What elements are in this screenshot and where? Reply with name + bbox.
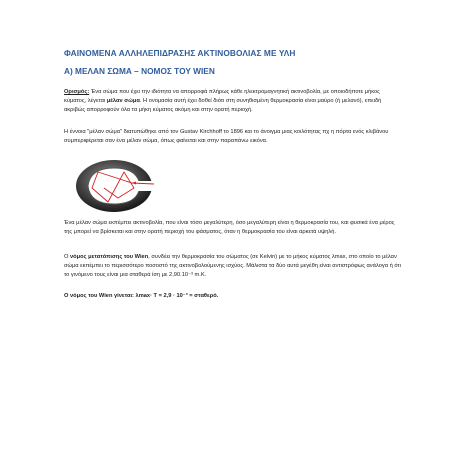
definition-text-2: . Η ονομασία αυτή έχει δοθεί διότι στη συνηθισμένη θερμοκρασία είναι μαύρο (ή μελανό), επειδή ακριβώς απορροφούν όλα τα μήκη κύματος ακόμη και στην ορατή περιοχή. <box>64 98 382 114</box>
wien-law-paragraph <box>64 253 402 281</box>
definition-term: Ορισμός: <box>64 89 90 95</box>
wien-law-name: νόμος μετατόπισης του Wien <box>70 254 149 260</box>
section-heading: Α) ΜΕΛΑΝ ΣΩΜΑ – ΝΟΜΟΣ ΤΟΥ WIEN <box>64 66 215 76</box>
wien-formula: Ο νόμος του Wien γίνεται: λmax· T = 2,9 · 10⁻³ = σταθερό. <box>64 293 219 299</box>
definition-text-1: Ένα σώμα που έχει την ιδιότητα να απορροφά πλήρως κάθε ηλεκτρομαγνητική ακτινοβολία, με οποιοδήποτε μήκος κύματος, λέγεται <box>64 89 380 105</box>
wien-text-2: , συνδέει την θερμοκρασία του σώματος (σε Kelvin) με το μήκος κύματος λmax, στο οποίο το μέλαν σώμα εκπέμπει το περισσότερο ποσοστό της ακτινοβολούμενης ισχύος. Μάλιστα τα δύο αυτά μεγέθη είναι αντιστρόφως ανάλογα ή ότι το γινόμενο τους είναι μια σταθερά ίση με 2,90.10⁻³ m.K. <box>64 254 401 279</box>
emission-paragraph: Ένα μέλαν σώμα εκπέμπει ακτινοβολία, που είναι τόσο μεγαλύτερη, όσο μεγαλύτερη είναι η θερμοκρασία του, και φυσικά ένα μέρος της μπορεί να βρίσκεται και στην ορατή περιοχή του φάσματος, όταν η θερμοκρασία του είναι αρκετά υψηλή. <box>64 220 395 236</box>
kirchhoff-paragraph: Η έννοια "μέλαν σώμα" διατυπώθηκε από τον Gustav Kirchhoff το 1896 και το άνοιγμα μιας κοιλότητας πχ η πόρτα ενός κλιβάνου συμπεριφέρεται σαν ένα μέλαν σώμα, όπως φαίνεται και στην παραπάνω εικόνα. <box>64 129 389 145</box>
definition-paragraph <box>64 88 402 116</box>
wien-text-1: Ο <box>64 254 71 260</box>
black-body-cavity-figure <box>74 158 154 214</box>
document-title: ΦΑΙΝΟΜΕΝΑ ΑΛΛΗΛΕΠΙΔΡΑΣΗΣ ΑΚΤΙΝΟΒΟΛΙΑΣ ΜΕ ΥΛΗ <box>64 48 296 58</box>
definition-bold-term: μέλαν σώμα <box>106 98 140 105</box>
